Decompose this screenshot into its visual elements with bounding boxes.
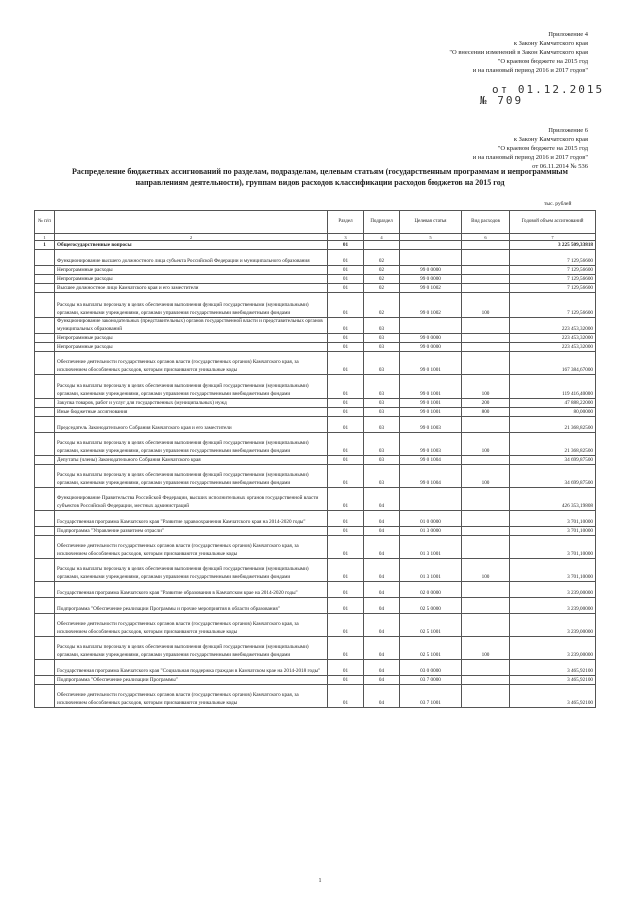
row-expense-type: [462, 241, 510, 250]
amendment-header-line: и на плановый период 2016 и 2017 годов": [472, 67, 588, 74]
row-name: Подпрограмма "Управление развитием отрасли": [55, 527, 328, 536]
row-amount: 167 384,67000: [510, 352, 596, 375]
row-section: 01: [328, 637, 364, 660]
original-header: [473, 126, 588, 171]
column-header-section: Раздел: [328, 211, 364, 234]
row-target: 02 0 0000: [400, 582, 462, 598]
row-name: Расходы на выплаты персоналу в целях обеспечения выполнения функций государственными (муниципальными) органами, казенными учреждениями, органами управления государственными внебюджетными фондами: [55, 293, 328, 318]
table-row: [35, 433, 596, 456]
row-amount: 119 416,40000: [510, 375, 596, 399]
row-subsection: [364, 241, 400, 250]
row-amount: 7 129,56600: [510, 250, 596, 266]
row-name: Обеспечение деятельности государственных органов власти (государственных органов) Камчатского края, за исключением обособленных расходов, которым присваиваются уникальные коды: [55, 614, 328, 637]
row-num: [35, 266, 55, 275]
row-name: Функционирование законодательных (представительных) органов государственной власти и представительных органов муниципальных образований: [55, 318, 328, 334]
row-amount: 426 353,19808: [510, 488, 596, 511]
column-number-row: [35, 234, 596, 241]
row-expense-type: [462, 343, 510, 352]
row-section: 01: [328, 456, 364, 465]
row-subsection: 02: [364, 266, 400, 275]
row-subsection: 04: [364, 536, 400, 559]
row-num: [35, 284, 55, 293]
table-row: [35, 250, 596, 266]
row-expense-type: [462, 488, 510, 511]
row-subsection: 04: [364, 614, 400, 637]
row-target: [400, 318, 462, 334]
column-header-name: [55, 211, 328, 234]
row-section: 01: [328, 511, 364, 527]
table-row: [35, 293, 596, 318]
row-amount: 223 453,32000: [510, 318, 596, 334]
row-name: Подпрограмма "Обеспечение реализации Программы": [55, 676, 328, 685]
row-section: 01: [328, 343, 364, 352]
column-number: 3: [328, 234, 364, 241]
row-num: 1: [35, 241, 55, 250]
row-num: [35, 408, 55, 417]
row-expense-type: [462, 318, 510, 334]
row-section: 01: [328, 527, 364, 536]
row-amount: 7 129,56600: [510, 293, 596, 318]
row-name: Закупка товаров, работ и услуг для государственных (муниципальных) нужд: [55, 399, 328, 408]
row-target: 99 0 0000: [400, 334, 462, 343]
row-amount: 3 701,10000: [510, 536, 596, 559]
row-subsection: 04: [364, 527, 400, 536]
row-amount: 223 453,32000: [510, 334, 596, 343]
row-section: 01: [328, 375, 364, 399]
row-target: 99 0 1002: [400, 293, 462, 318]
budget-table: [34, 210, 596, 708]
row-target: 99 0 1004: [400, 465, 462, 488]
row-target: 03 7 0000: [400, 676, 462, 685]
row-target: 99 0 1001: [400, 399, 462, 408]
amendment-header-line: к Закону Камчатского края: [513, 40, 588, 47]
table-row: [35, 241, 596, 250]
row-amount: 7 129,56600: [510, 266, 596, 275]
row-num: [35, 582, 55, 598]
row-name: Депутаты (члены) Законодательного Собрания Камчатского края: [55, 456, 328, 465]
column-number: 4: [364, 234, 400, 241]
row-subsection: 02: [364, 293, 400, 318]
original-header-line: от 06.11.2014 № 536: [532, 163, 588, 170]
row-section: 01: [328, 582, 364, 598]
row-section: 01: [328, 433, 364, 456]
row-amount: 3 701,10000: [510, 527, 596, 536]
row-num: [35, 250, 55, 266]
column-number: 6: [462, 234, 510, 241]
row-target: 01 3 1001: [400, 559, 462, 582]
row-num: [35, 488, 55, 511]
table-row: [35, 536, 596, 559]
table-row: [35, 399, 596, 408]
row-target: 99 0 0000: [400, 266, 462, 275]
table-row: [35, 334, 596, 343]
row-section: 01: [328, 465, 364, 488]
column-number: 7: [510, 234, 596, 241]
units-label: тыс. рублей: [544, 201, 572, 207]
row-expense-type: 200: [462, 399, 510, 408]
row-expense-type: 100: [462, 637, 510, 660]
row-section: 01: [328, 334, 364, 343]
row-section: 01: [328, 488, 364, 511]
row-target: 99 0 1001: [400, 352, 462, 375]
row-expense-type: [462, 417, 510, 433]
row-expense-type: [462, 284, 510, 293]
row-expense-type: [462, 527, 510, 536]
original-header-line: "О краевом бюджете на 2015 год: [497, 145, 588, 152]
row-amount: 223 453,32000: [510, 343, 596, 352]
row-subsection: 04: [364, 582, 400, 598]
row-amount: 3 239,00000: [510, 582, 596, 598]
row-expense-type: [462, 614, 510, 637]
row-num: [35, 465, 55, 488]
row-num: [35, 275, 55, 284]
row-num: [35, 614, 55, 637]
row-subsection: 03: [364, 343, 400, 352]
row-name: Государственная программа Камчатского края "Развитие образования в Камчатском крае на 2014-2020 годы": [55, 582, 328, 598]
row-subsection: 03: [364, 352, 400, 375]
row-amount: 7 129,56600: [510, 275, 596, 284]
row-amount: 21 368,82500: [510, 433, 596, 456]
row-subsection: 04: [364, 685, 400, 708]
amendment-header-line: Приложение 4: [548, 31, 588, 38]
row-amount: 7 129,56600: [510, 284, 596, 293]
table-row: [35, 559, 596, 582]
original-header-line: к Закону Камчатского края: [513, 136, 588, 143]
row-name: Непрограммные расходы: [55, 343, 328, 352]
column-header-num: № п/п: [35, 211, 55, 234]
table-row: [35, 375, 596, 399]
table-row: [35, 637, 596, 660]
row-num: [35, 352, 55, 375]
row-name: Расходы на выплаты персоналу в целях обеспечения выполнения функций государственными (муниципальными) органами, казенными учреждениями, органами управления государственными внебюджетными фондами: [55, 375, 328, 399]
row-num: [35, 293, 55, 318]
table-row: [35, 284, 596, 293]
row-amount: 3 239,00000: [510, 637, 596, 660]
row-expense-type: 100: [462, 465, 510, 488]
row-num: [35, 559, 55, 582]
table-row: [35, 676, 596, 685]
row-target: 02 5 1001: [400, 614, 462, 637]
row-expense-type: 100: [462, 375, 510, 399]
column-header-amount: Годовой объем ассигнований: [510, 211, 596, 234]
row-target: 02 5 0000: [400, 598, 462, 614]
amendment-header: [449, 30, 588, 75]
row-subsection: 04: [364, 598, 400, 614]
row-name: Расходы на выплаты персоналу в целях обеспечения выполнения функций государственными (муниципальными) органами, казенными учреждениями, органами управления государственными внебюджетными фондами: [55, 559, 328, 582]
row-amount: 3 225 509,33818: [510, 241, 596, 250]
row-num: [35, 433, 55, 456]
table-row: [35, 527, 596, 536]
original-header-line: и на плановый период 2016 и 2017 годов": [472, 154, 588, 161]
row-amount: 3 701,10000: [510, 559, 596, 582]
column-number: 5: [400, 234, 462, 241]
row-subsection: 04: [364, 511, 400, 527]
table-row: [35, 598, 596, 614]
row-subsection: 04: [364, 488, 400, 511]
row-expense-type: [462, 275, 510, 284]
row-num: [35, 511, 55, 527]
row-expense-type: [462, 352, 510, 375]
row-expense-type: 100: [462, 559, 510, 582]
row-section: 01: [328, 660, 364, 676]
table-row: [35, 456, 596, 465]
amendment-header-line: "О внесении изменений в Закон Камчатского края: [449, 49, 588, 56]
row-num: [35, 334, 55, 343]
table-row: [35, 275, 596, 284]
row-name: Общегосударственные вопросы: [55, 241, 328, 250]
row-target: 99 0 0000: [400, 275, 462, 284]
table-row: [35, 408, 596, 417]
row-section: 01: [328, 399, 364, 408]
row-amount: 3 465,92100: [510, 685, 596, 708]
row-subsection: 02: [364, 275, 400, 284]
row-subsection: 02: [364, 250, 400, 266]
row-subsection: 03: [364, 465, 400, 488]
row-expense-type: [462, 250, 510, 266]
row-name: Обеспечение деятельности государственных органов власти (государственных органов) Камчатского края, за исключением обособленных расходов, которым присваиваются уникальные коды: [55, 536, 328, 559]
row-subsection: 03: [364, 334, 400, 343]
row-num: [35, 318, 55, 334]
row-amount: 3 465,92100: [510, 676, 596, 685]
row-section: 01: [328, 614, 364, 637]
row-section: 01: [328, 408, 364, 417]
table-row: [35, 614, 596, 637]
table-row: [35, 465, 596, 488]
row-name: Высшее должностное лицо Камчатского края и его заместители: [55, 284, 328, 293]
row-name: Непрограммные расходы: [55, 334, 328, 343]
row-amount: 47 888,22000: [510, 399, 596, 408]
row-num: [35, 660, 55, 676]
column-header-subsection: Подраздел: [364, 211, 400, 234]
law-date-stamp: от 01.12.2015: [492, 83, 605, 96]
row-target: 99 0 0000: [400, 343, 462, 352]
row-section: 01: [328, 352, 364, 375]
row-name: Функционирование Правительства Российской Федерации, высших исполнительных органов государственной власти субъектов Российской Федерации, местных администраций: [55, 488, 328, 511]
original-header-line: Приложение 6: [548, 127, 588, 134]
table-row: [35, 352, 596, 375]
row-target: [400, 241, 462, 250]
row-expense-type: [462, 266, 510, 275]
row-subsection: 04: [364, 637, 400, 660]
row-expense-type: [462, 582, 510, 598]
row-target: 99 0 1001: [400, 408, 462, 417]
row-name: Председатель Законодательного Собрания Камчатского края и его заместители: [55, 417, 328, 433]
document-title: Распределение бюджетных ассигнований по разделам, подразделам, целевым статьям (государственным программам и непрограммным направлениям деятельности), группам видов расходов классификации расходов бюджетов на 2015 год: [72, 167, 568, 187]
row-target: 03 7 1001: [400, 685, 462, 708]
row-expense-type: [462, 536, 510, 559]
table-row: [35, 582, 596, 598]
row-name: Государственная программа Камчатского края "Социальная поддержка граждан в Камчатском крае на 2014-2018 годы": [55, 660, 328, 676]
row-expense-type: [462, 511, 510, 527]
row-name: Функционирование высшего должностного лица субъекта Российской Федерации и муниципального образования: [55, 250, 328, 266]
row-section: 01: [328, 318, 364, 334]
column-number: 1: [35, 234, 55, 241]
row-num: [35, 456, 55, 465]
row-target: [400, 488, 462, 511]
row-amount: 34 699,87500: [510, 465, 596, 488]
row-expense-type: [462, 456, 510, 465]
row-section: 01: [328, 293, 364, 318]
row-section: 01: [328, 284, 364, 293]
row-name: Расходы на выплаты персоналу в целях обеспечения выполнения функций государственными (муниципальными) органами, казенными учреждениями, органами управления государственными внебюджетными фондами: [55, 433, 328, 456]
row-target: 99 0 1001: [400, 375, 462, 399]
row-subsection: 03: [364, 375, 400, 399]
row-name: Расходы на выплаты персоналу в целях обеспечения выполнения функций государственными (муниципальными) органами, казенными учреждениями, органами управления государственными внебюджетными фондами: [55, 637, 328, 660]
row-amount: 3 239,00000: [510, 614, 596, 637]
row-amount: 3 465,92100: [510, 660, 596, 676]
row-subsection: 02: [364, 284, 400, 293]
row-num: [35, 676, 55, 685]
row-num: [35, 375, 55, 399]
table-row: [35, 660, 596, 676]
row-num: [35, 637, 55, 660]
row-target: 02 5 1001: [400, 637, 462, 660]
row-num: [35, 685, 55, 708]
row-num: [35, 417, 55, 433]
row-section: 01: [328, 559, 364, 582]
table-row: [35, 417, 596, 433]
row-subsection: 03: [364, 318, 400, 334]
row-target: 99 0 1003: [400, 417, 462, 433]
row-subsection: 03: [364, 433, 400, 456]
row-subsection: 04: [364, 676, 400, 685]
row-target: [400, 250, 462, 266]
row-num: [35, 598, 55, 614]
row-section: 01: [328, 676, 364, 685]
table-row: [35, 488, 596, 511]
page-number: 1: [318, 878, 322, 884]
table-row: [35, 511, 596, 527]
row-amount: 3 239,00000: [510, 598, 596, 614]
row-expense-type: [462, 685, 510, 708]
column-header-target: Целевая статья: [400, 211, 462, 234]
row-num: [35, 343, 55, 352]
row-subsection: 03: [364, 417, 400, 433]
row-amount: 21 368,82500: [510, 417, 596, 433]
row-expense-type: 800: [462, 408, 510, 417]
row-name: Непрограммные расходы: [55, 275, 328, 284]
column-number: 2: [55, 234, 328, 241]
row-subsection: 04: [364, 559, 400, 582]
row-target: 99 0 1002: [400, 284, 462, 293]
row-subsection: 04: [364, 660, 400, 676]
table-row: [35, 685, 596, 708]
row-expense-type: [462, 660, 510, 676]
row-amount: 80,00000: [510, 408, 596, 417]
row-section: 01: [328, 266, 364, 275]
row-expense-type: 100: [462, 293, 510, 318]
amendment-header-line: "О краевом бюджете на 2015 год: [497, 58, 588, 65]
row-target: 01 3 1001: [400, 536, 462, 559]
row-name: Обеспечение деятельности государственных органов власти (государственных органов) Камчатского края, за исключением обособленных расходов, которым присваиваются уникальные коды: [55, 685, 328, 708]
row-name: Государственная программа Камчатского края "Развитие здравоохранения Камчатского края на 2014-2020 годы": [55, 511, 328, 527]
table-row: [35, 343, 596, 352]
row-name: Обеспечение деятельности государственных органов власти (государственных органов) Камчатского края, за исключением обособленных расходов, которым присваиваются уникальные коды: [55, 352, 328, 375]
row-target: 01 0 0000: [400, 511, 462, 527]
row-num: [35, 399, 55, 408]
row-target: 99 0 1003: [400, 433, 462, 456]
row-section: 01: [328, 685, 364, 708]
row-target: 99 0 1004: [400, 456, 462, 465]
row-section: 01: [328, 598, 364, 614]
row-section: 01: [328, 275, 364, 284]
column-header-expense-type: Вид расходов: [462, 211, 510, 234]
row-expense-type: [462, 676, 510, 685]
row-num: [35, 527, 55, 536]
row-subsection: 03: [364, 456, 400, 465]
row-expense-type: [462, 334, 510, 343]
row-name: Иные бюджетные ассигнования: [55, 408, 328, 417]
row-section: 01: [328, 417, 364, 433]
row-expense-type: [462, 598, 510, 614]
law-number-stamp: № 709: [480, 94, 524, 107]
row-name: Непрограммные расходы: [55, 266, 328, 275]
table-row: [35, 266, 596, 275]
row-section: 01: [328, 241, 364, 250]
row-amount: 3 701,10000: [510, 511, 596, 527]
row-name: Подпрограмма "Обеспечение реализации Программы и прочие мероприятия в области образования": [55, 598, 328, 614]
row-name: Расходы на выплаты персоналу в целях обеспечения выполнения функций государственными (муниципальными) органами, казенными учреждениями, органами управления государственными внебюджетными фондами: [55, 465, 328, 488]
row-expense-type: 100: [462, 433, 510, 456]
row-num: [35, 536, 55, 559]
row-section: 01: [328, 536, 364, 559]
row-section: 01: [328, 250, 364, 266]
table-row: [35, 318, 596, 334]
row-subsection: 03: [364, 408, 400, 417]
row-target: 01 3 0000: [400, 527, 462, 536]
row-subsection: 03: [364, 399, 400, 408]
row-target: 03 0 0000: [400, 660, 462, 676]
row-amount: 34 699,87500: [510, 456, 596, 465]
